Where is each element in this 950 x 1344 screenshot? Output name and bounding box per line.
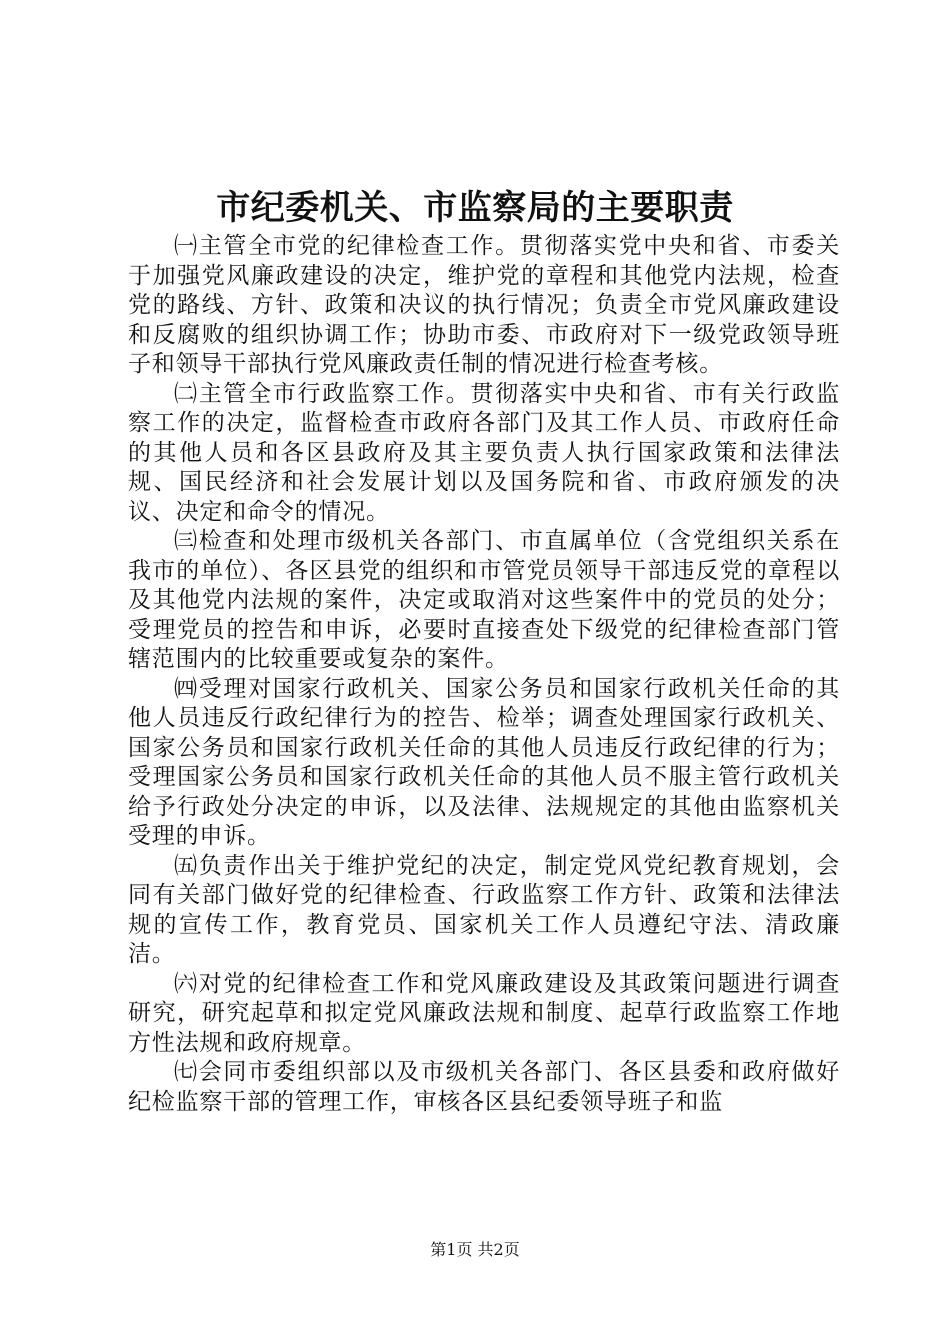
paragraph-3: ㈢检查和处理市级机关各部门、市直属单位（含党组织关系在我市的单位）、各区县党的组织和市管党员领导干部违反党的章程以及其他党内法规的案件，决定或取消对这些案件中的党员的处分；受理党员的控告和申诉，必要时直接查处下级党的纪律检查部门管辖范围内的比较重要或复杂的案件。 [128,528,840,672]
paragraph-6: ㈥对党的纪律检查工作和党风廉政建设及其政策问题进行调查研究，研究起草和拟定党风廉政法规和制度、起草行政监察工作地方性法规和政府规章。 [128,970,840,1056]
document-title: 市纪委机关、市监察局的主要职责 [216,188,734,228]
page-footer: 第1页 共2页 [430,1240,520,1259]
paragraph-5: ㈤负责作出关于维护党纪的决定，制定党风党纪教育规划，会同有关部门做好党的纪律检查、行政监察工作方针、政策和法律法规的宣传工作，教育党员、国家机关工作人员遵纪守法、清政廉洁。 [128,852,840,967]
paragraph-4: ㈣受理对国家行政机关、国家公务员和国家行政机关任命的其他人员违反行政纪律行为的控告、检举；调查处理国家行政机关、国家公务员和国家行政机关任命的其他人员违反行政纪律的行为；受理国家公务员和国家行政机关任命的其他人员不服主管行政机关给予行政处分决定的申诉，以及法律、法规规定的其他由监察机关受理的申诉。 [128,675,840,849]
document-body [128,232,840,1117]
paragraph-2: ㈡主管全市行政监察工作。贯彻落实中央和省、市有关行政监察工作的决定，监督检查市政府各部门及其工作人员、市政府任命的其他人员和各区县政府及其主要负责人执行国家政策和法律法规、国民经济和社会发展计划以及国务院和省、市政府颁发的决议、决定和命令的情况。 [128,380,840,525]
paragraph-1: ㈠主管全市党的纪律检查工作。贯彻落实党中央和省、市委关于加强党风廉政建设的决定，维护党的章程和其他党内法规，检查党的路线、方针、政策和决议的执行情况；负责全市党风廉政建设和反腐败的组织协调工作；协助市委、市政府对下一级党政领导班子和领导干部执行党风廉政责任制的情况进行检查考核。 [128,233,840,377]
paragraph-7: ㈦会同市委组织部以及市级机关各部门、各区县委和政府做好纪检监察干部的管理工作，审核各区县纪委领导班子和监 [128,1059,840,1115]
